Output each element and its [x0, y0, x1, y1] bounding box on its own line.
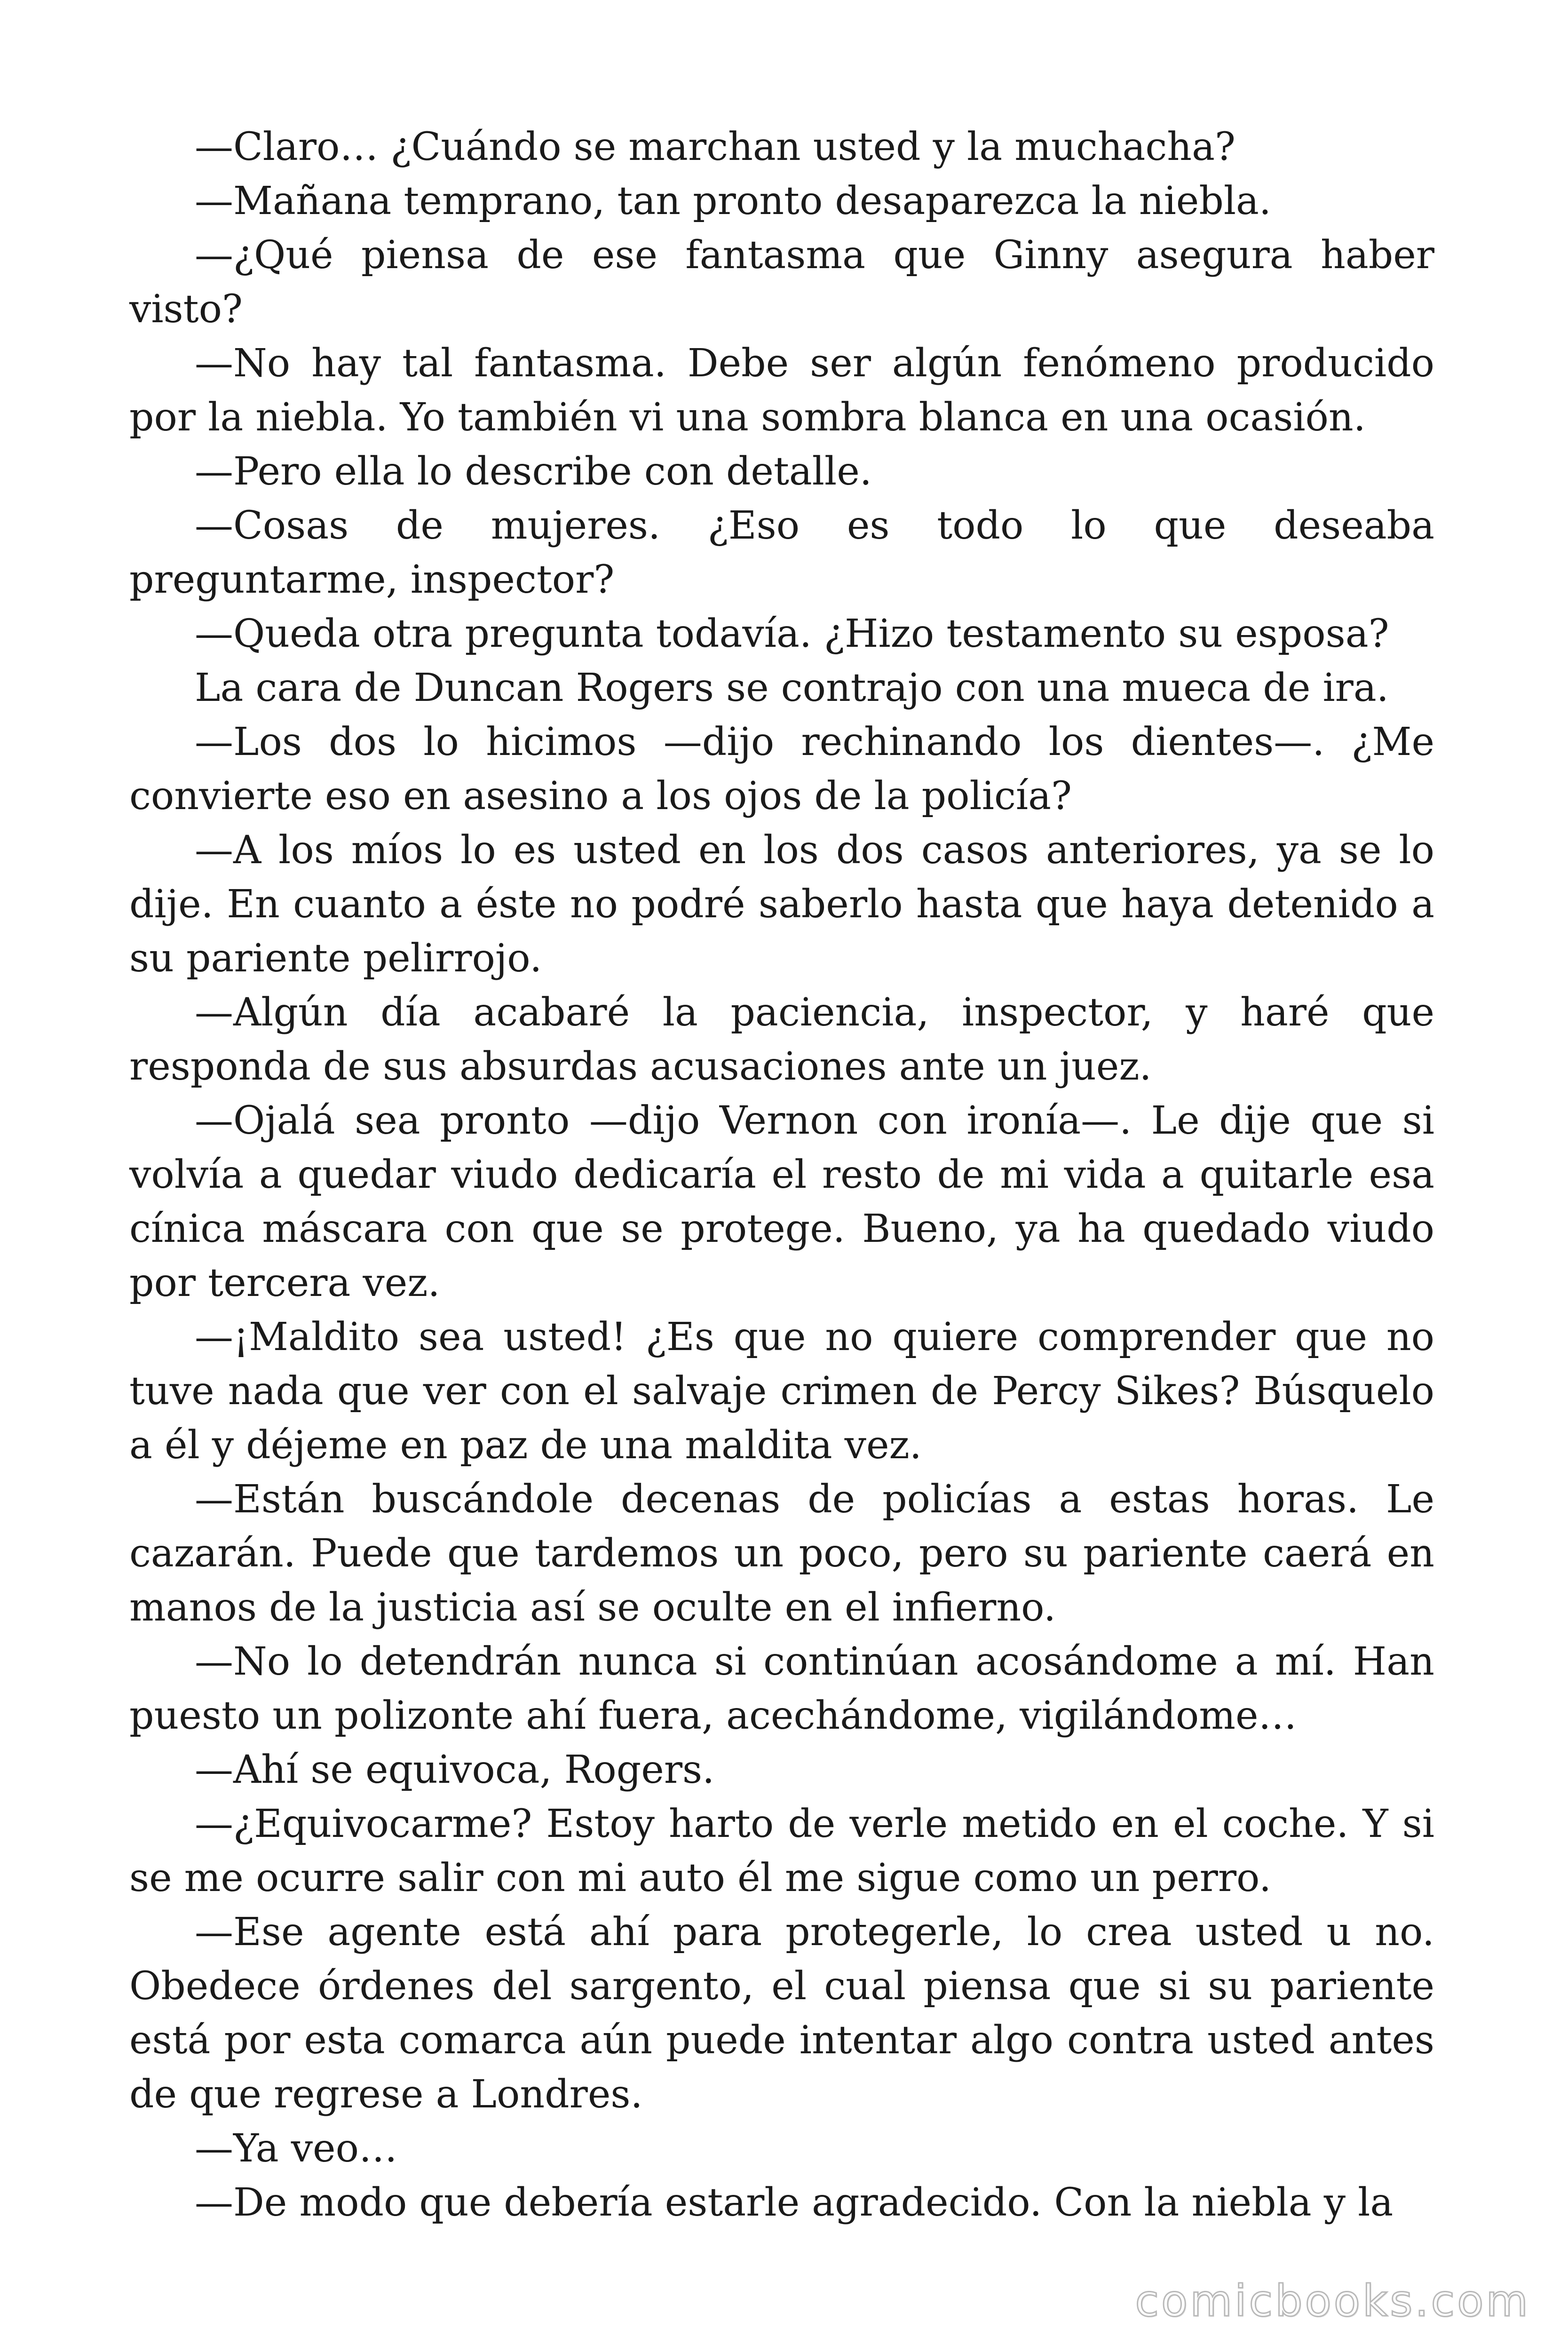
paragraph: —Los dos lo hicimos —dijo rechinando los dientes—. ¿Me convierte eso en asesino a los ojos de la policía? [129, 720, 1434, 818]
paragraph: —Ya veo… [195, 2126, 397, 2171]
paragraph: —¿Qué piensa de ese fantasma que Ginny asegura haber visto? [129, 233, 1434, 332]
paragraph: —¡Maldito sea usted! ¿Es que no quiere comprender que no tuve nada que ver con el salvaje crimen de Percy Sikes? Búsquelo a él y déjeme en paz de una maldita vez. [129, 1315, 1434, 1468]
paragraph: —Cosas de mujeres. ¿Eso es todo lo que deseaba preguntarme, inspector? [129, 503, 1434, 602]
paragraph: La cara de Duncan Rogers se contrajo con una mueca de ira. [195, 666, 1389, 710]
paragraph: —¿Equivocarme? Estoy harto de verle metido en el coche. Y si se me ocurre salir con mi auto él me sigue como un perro. [129, 1802, 1434, 1900]
paragraph: —Ese agente está ahí para protegerle, lo crea usted u no. Obedece órdenes del sargento, el cual piensa que si su pariente está por esta comarca aún puede intentar algo contra usted antes de que regrese a Londres. [129, 1910, 1434, 2117]
paragraph: —No hay tal fantasma. Debe ser algún fenómeno producido por la niebla. Yo también vi una sombra blanca en una ocasión. [129, 341, 1434, 440]
paragraph: —Claro… ¿Cuándo se marchan usted y la muchacha? [195, 125, 1235, 169]
paragraph: —Mañana temprano, tan pronto desaparezca la niebla. [195, 179, 1271, 223]
paragraph: —No lo detendrán nunca si continúan acosándome a mí. Han puesto un polizonte ahí fuera, acechándome, vigilándome… [129, 1639, 1434, 1738]
page-text [129, 120, 1434, 2230]
paragraph: —Algún día acabaré la paciencia, inspector, y haré que responda de sus absurdas acusaciones ante un juez. [129, 990, 1434, 1089]
paragraph: —De modo que debería estarle agradecido. Con la niebla y la [195, 2180, 1394, 2225]
paragraph: —Están buscándole decenas de policías a estas horas. Le cazarán. Puede que tardemos un poco, pero su pariente caerá en manos de la justicia así se oculte en el infierno. [129, 1477, 1434, 1630]
paragraph: —Queda otra pregunta todavía. ¿Hizo testamento su esposa? [195, 612, 1389, 656]
paragraph: —Ojalá sea pronto —dijo Vernon con ironía—. Le dije que si volvía a quedar viudo dedicaría el resto de mi vida a quitarle esa cínica máscara con que se protege. Bueno, ya ha quedado viudo por tercera vez. [129, 1098, 1434, 1305]
paragraph: —Ahí se equivoca, Rogers. [195, 1748, 715, 1792]
paragraph: —Pero ella lo describe con detalle. [195, 449, 872, 494]
watermark: comicbooks.com [1135, 2276, 1530, 2326]
paragraph: —A los míos lo es usted en los dos casos anteriores, ya se lo dije. En cuanto a éste no podré saberlo hasta que haya detenido a su pariente pelirrojo. [129, 828, 1434, 981]
